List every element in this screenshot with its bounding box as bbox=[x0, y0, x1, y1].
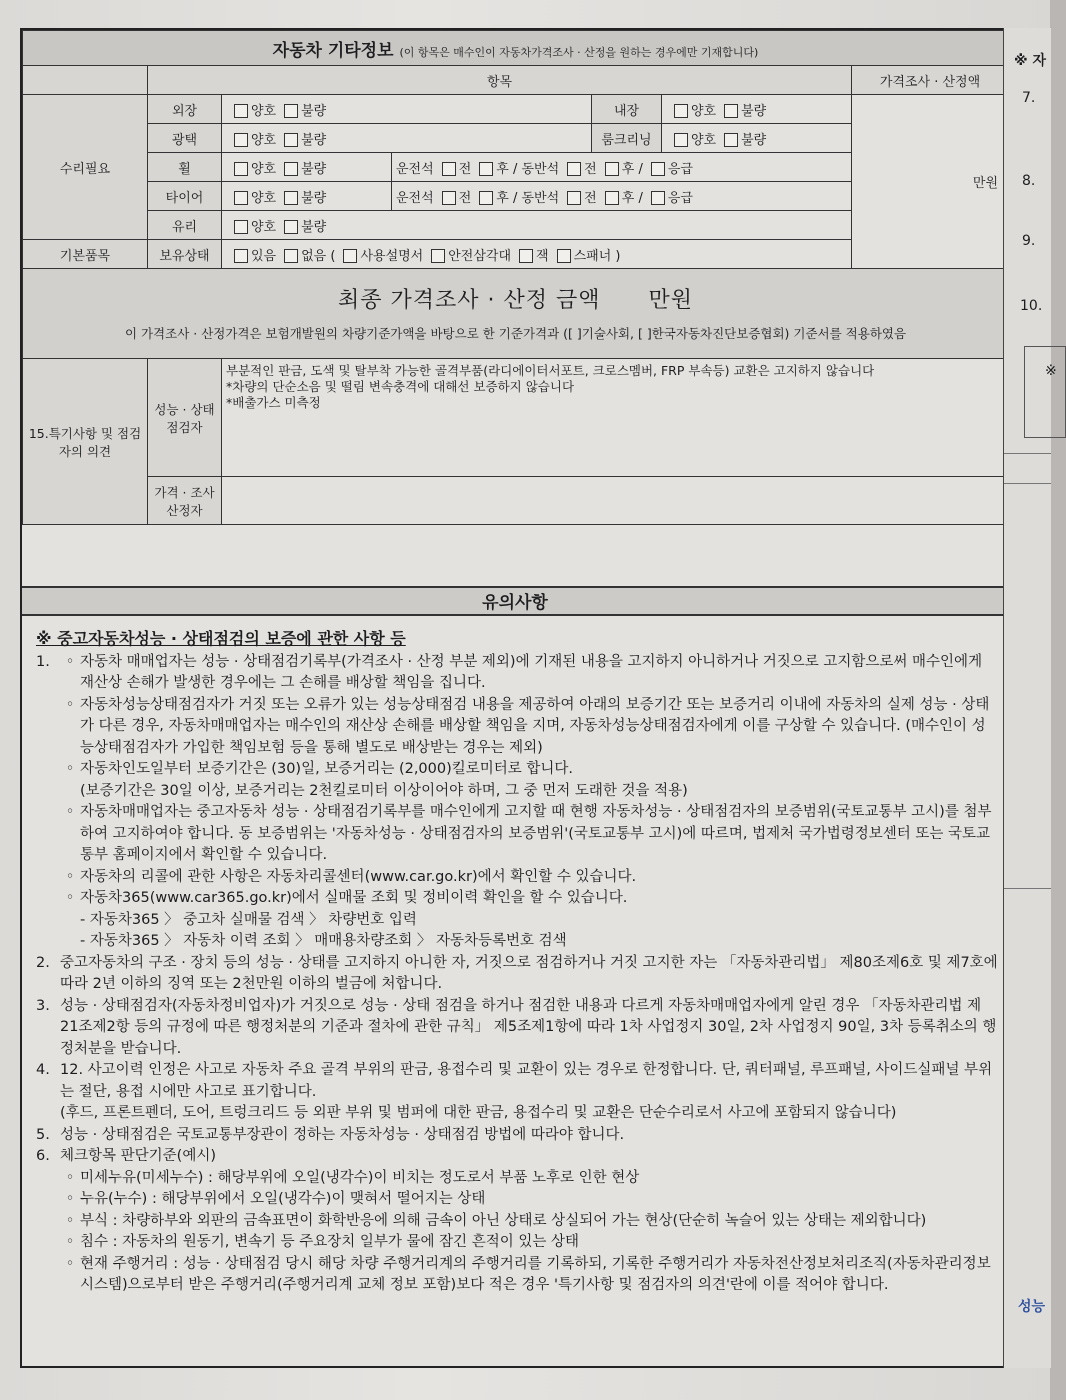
price-unit: 만원 bbox=[852, 95, 1009, 269]
checkbox[interactable] bbox=[567, 162, 581, 176]
divider bbox=[1004, 483, 1051, 484]
remark-line: *배출가스 미측정 bbox=[226, 395, 321, 410]
inspector-remarks bbox=[222, 359, 1009, 477]
checkbox[interactable] bbox=[479, 191, 493, 205]
col-item-header: 항목 bbox=[148, 66, 852, 95]
checkbox[interactable] bbox=[674, 133, 688, 147]
inspection-form-page bbox=[20, 28, 1010, 1368]
row-label-glass: 유리 bbox=[148, 211, 222, 240]
checkbox[interactable] bbox=[234, 162, 248, 176]
side-mark: ※ 자 bbox=[1014, 53, 1047, 69]
checkbox[interactable] bbox=[284, 104, 298, 118]
checkbox[interactable] bbox=[442, 191, 456, 205]
glass-options: 양호 불량 bbox=[222, 211, 852, 240]
list-item: ◦ 자동차성능상태점검자가 거짓 또는 오류가 있는 성능상태점검 내용을 제공하여 아래의 보증기간 또는 보증거리 이내에 자동차의 실제 성능 · 상태가 다른 경우, 자동차매매업자는 매수인의 재산상 손해를 배상할 책임을 지며, 자동차성능상태점검자에게 이를 구상할 수 있습니다. (매수인이 성능상태점검자가 가입한 책임보험 등을 통해 별도로 배상받는 경우는 제외) bbox=[65, 696, 990, 756]
room-cleaning-options: 양호 불량 bbox=[662, 124, 852, 153]
interior-options: 양호 불량 bbox=[662, 95, 852, 124]
basic-items-label: 기본품목 bbox=[23, 240, 148, 269]
list-item: 2. 중고자동차의 구조 · 장치 등의 성능 · 상태를 고지하지 아니한 자, 거짓으로 점검하거나 거짓 고지한 자는 「자동차관리법」 제80조제6호 및 제7호에 따라 2년 이하의 징역 또는 2천만원 이하의 벌금에 처합니다. bbox=[36, 954, 998, 992]
row-label-tire: 타이어 bbox=[148, 182, 222, 211]
remarks-label: 15.특기사항 및 점검자의 의견 bbox=[23, 359, 148, 525]
checkbox[interactable] bbox=[724, 133, 738, 147]
tire-seat-options: 운전석 전 후 / 동반석 전 후 / 응급 bbox=[392, 182, 852, 211]
exterior-options: 양호 불량 bbox=[222, 95, 592, 124]
list-item: ◦ 자동차365(www.car365.go.kr)에서 실매물 조회 및 정비이력 확인을 할 수 있습니다. - 자동차365 〉 중고차 실매물 검색 〉 차량번호 입력 - 자동차365 〉 자동차 이력 조회 〉 매매용차량조회 〉 자동차등록번호 검색 bbox=[65, 890, 628, 949]
appraiser-label: 가격 · 조사 산정자 bbox=[148, 477, 222, 525]
divider bbox=[1004, 453, 1051, 454]
repair-label: 수리필요 bbox=[23, 95, 148, 240]
checkbox[interactable] bbox=[284, 220, 298, 234]
list-item: ◦ 침수 : 자동차의 원동기, 변속기 등 주요장치 일부가 물에 잠긴 흔적이 있는 상태 bbox=[65, 1234, 580, 1250]
checkbox[interactable] bbox=[674, 104, 688, 118]
wheel-options: 양호 불량 bbox=[222, 153, 392, 182]
checkbox[interactable] bbox=[234, 220, 248, 234]
col-price-header: 가격조사 · 산정액 bbox=[852, 66, 1009, 95]
remark-line: *차량의 단순소음 및 떨림 변속충격에 대해선 보증하지 않습니다 bbox=[226, 379, 575, 394]
final-price-section bbox=[23, 269, 1009, 359]
appraiser-remarks bbox=[222, 477, 1009, 525]
notice-heading: ※ 중고자동차성능 · 상태점검의 보증에 관한 사항 등 bbox=[36, 629, 406, 648]
final-price-title: 최종 가격조사 · 산정 금액 bbox=[338, 288, 601, 313]
list-item: ◦ 부식 : 차량하부와 외판의 금속표면이 화학반응에 의해 금속이 아닌 상태로 상실되어 가는 현상(단순히 녹슬어 있는 상태는 제외합니다) bbox=[65, 1212, 927, 1229]
checkbox[interactable] bbox=[605, 162, 619, 176]
checkbox[interactable] bbox=[343, 249, 357, 263]
list-item: 6. 체크항목 판단기준(예시) bbox=[36, 1148, 216, 1164]
list-item: ◦ 자동차의 리콜에 관한 사항은 자동차리콜센터(www.car.go.kr)에서 확인할 수 있습니다. bbox=[65, 868, 637, 885]
final-price-unit: 만원 bbox=[648, 288, 693, 313]
gloss-options: 양호 불량 bbox=[222, 124, 592, 153]
checkbox[interactable] bbox=[442, 162, 456, 176]
tire-options: 양호 불량 bbox=[222, 182, 392, 211]
row-label-gloss: 광택 bbox=[148, 124, 222, 153]
checkbox[interactable] bbox=[284, 249, 298, 263]
basic-items-options: 있음 없음 ( 사용설명서 안전삼각대 잭 스패너 ) bbox=[222, 240, 852, 269]
row-label-exterior: 외장 bbox=[148, 95, 222, 124]
list-item: ◦ 누유(누수) : 해당부위에서 오일(냉각수)이 맺혀서 떨어지는 상태 bbox=[65, 1191, 486, 1207]
list-item: 3. 성능 · 상태점검자(자동차정비업자)가 거짓으로 성능 · 상태 점검을 하거나 점검한 내용과 다르게 자동차매매업자에게 알린 경우 「자동차관리법 제21조제2항 등의 규정에 따른 행정처분의 기준과 절차에 관한 규칙」 제5조제1항에 따라 1차 사업정지 30일, 2차 사업정지 90일, 3차 등록취소의 행정처분을 받습니다. bbox=[36, 997, 997, 1057]
row-label-wheel: 휠 bbox=[148, 153, 222, 182]
list-item: 5. 성능 · 상태점검은 국토교통부장관이 정하는 자동차성능 · 상태점검 방법에 따라야 합니다. bbox=[36, 1126, 625, 1143]
checkbox[interactable] bbox=[431, 249, 445, 263]
divider bbox=[1004, 888, 1051, 889]
checkbox[interactable] bbox=[519, 249, 533, 263]
checkbox[interactable] bbox=[651, 191, 665, 205]
notice-title: 유의사항 bbox=[22, 586, 1008, 616]
checkbox[interactable] bbox=[234, 249, 248, 263]
checkbox[interactable] bbox=[651, 162, 665, 176]
checkbox[interactable] bbox=[284, 191, 298, 205]
checkbox[interactable] bbox=[284, 133, 298, 147]
list-item: ◦ 자동차인도일부터 보증기간은 (30)일, 보증거리는 (2,000)킬로미터로 합니다. (보증기간은 30일 이상, 보증거리는 2천킬로미터 이상이어야 하며, 그 중 먼저 도래한 것을 적용) bbox=[65, 761, 688, 799]
list-item: 4. 12. 사고이력 인정은 사고로 자동차 주요 골격 부위의 판금, 용접수리 및 교환이 있는 경우로 한정합니다. 단, 쿼터패널, 루프패널, 사이드실패널 부위는 절단, 용접 시에만 사고로 표기합니다. (후드, 프론트펜더, 도어, 트렁크리드 등 외판 부위 및 범퍼에 대한 판금, 용접수리 및 교환은 단순수리로서 사고에 포함되지 않습니다) bbox=[36, 1062, 993, 1121]
side-number: 9. bbox=[1022, 233, 1036, 249]
table-title: 자동차 기타정보 bbox=[272, 40, 394, 61]
row-label-interior: 내장 bbox=[592, 95, 662, 124]
side-number: 7. bbox=[1022, 90, 1036, 106]
list-item: 1. ◦ 자동차 매매업자는 성능 · 상태점검기록부(가격조사 · 산정 부분 제외)에 기재된 내용을 고지하지 아니하거나 거짓으로 고지함으로써 매수인에게 재산상 손해가 발생한 경우에는 그 손해를 배상할 책임을 집니다. bbox=[36, 653, 983, 691]
list-item: ◦ 자동차매매업자는 중고자동차 성능 · 상태점검기록부를 매수인에게 고지할 때 현행 자동차성능 · 상태점검자의 보증범위(국토교통부 고시)를 첨부하여 고지하여야 합니다. 동 보증범위는 '자동차성능 · 상태점검자의 보증범위'(국토교통부 고시)에 따르며, 법제처 국가법령정보센터 또는 국토교통부 홈페이지에서 확인할 수 있습니다. bbox=[65, 804, 992, 863]
checkbox[interactable] bbox=[234, 191, 248, 205]
checkbox[interactable] bbox=[724, 104, 738, 118]
checkbox[interactable] bbox=[284, 162, 298, 176]
checkbox[interactable] bbox=[234, 133, 248, 147]
side-box: ※ bbox=[1024, 346, 1066, 438]
other-info-table bbox=[22, 30, 1009, 525]
checkbox[interactable] bbox=[557, 249, 571, 263]
next-page-edge bbox=[1003, 28, 1057, 1368]
notice-body bbox=[36, 628, 998, 1297]
checkbox[interactable] bbox=[605, 191, 619, 205]
list-item: ◦ 현재 주행거리 : 성능 · 상태점검 당시 해당 차량 주행거리계의 주행거리를 기록하되, 기록한 주행거리가 자동차전산정보처리조직(자동차관리정보시스템)으로부터 받은 주행거리(주행거리계 교체 정보 포함)보다 적은 경우 '특기사항 및 점검자의 의견'란에 이를 적어야 합니다. bbox=[65, 1255, 991, 1293]
wheel-seat-options: 운전석 전 후 / 동반석 전 후 / 응급 bbox=[392, 153, 852, 182]
list-item: ◦ 미세누유(미세누수) : 해당부위에 오일(냉각수)이 비치는 정도로서 부품 노후로 인한 현상 bbox=[65, 1169, 640, 1186]
final-price-note: 이 가격조사 · 산정가격은 보험개발원의 차량기준가액을 바탕으로 한 기준가격과 ([ ]기술사회, [ ]한국자동차진단보증협회) 기준서를 적용하였음 bbox=[124, 326, 907, 341]
table-subtitle: (이 항목은 매수인이 자동차가격조사 · 산정을 원하는 경우에만 기재합니다) bbox=[399, 45, 759, 59]
side-number: 8. bbox=[1022, 173, 1036, 189]
checkbox[interactable] bbox=[479, 162, 493, 176]
side-footer: 성능 bbox=[1018, 1299, 1046, 1315]
checkbox[interactable] bbox=[567, 191, 581, 205]
row-label-room-cleaning: 룸크리닝 bbox=[592, 124, 662, 153]
remark-line: 부분적인 판금, 도색 및 탈부착 가능한 골격부품(라디에이터서포트, 크로스멤버, FRP 부속등) 교환은 고지하지 않습니다 bbox=[226, 363, 875, 378]
side-number: 10. bbox=[1020, 298, 1043, 314]
checkbox[interactable] bbox=[234, 104, 248, 118]
inspector-label: 성능 · 상태 점검자 bbox=[148, 359, 222, 477]
table-header bbox=[23, 31, 1009, 66]
holding-status-label: 보유상태 bbox=[148, 240, 222, 269]
